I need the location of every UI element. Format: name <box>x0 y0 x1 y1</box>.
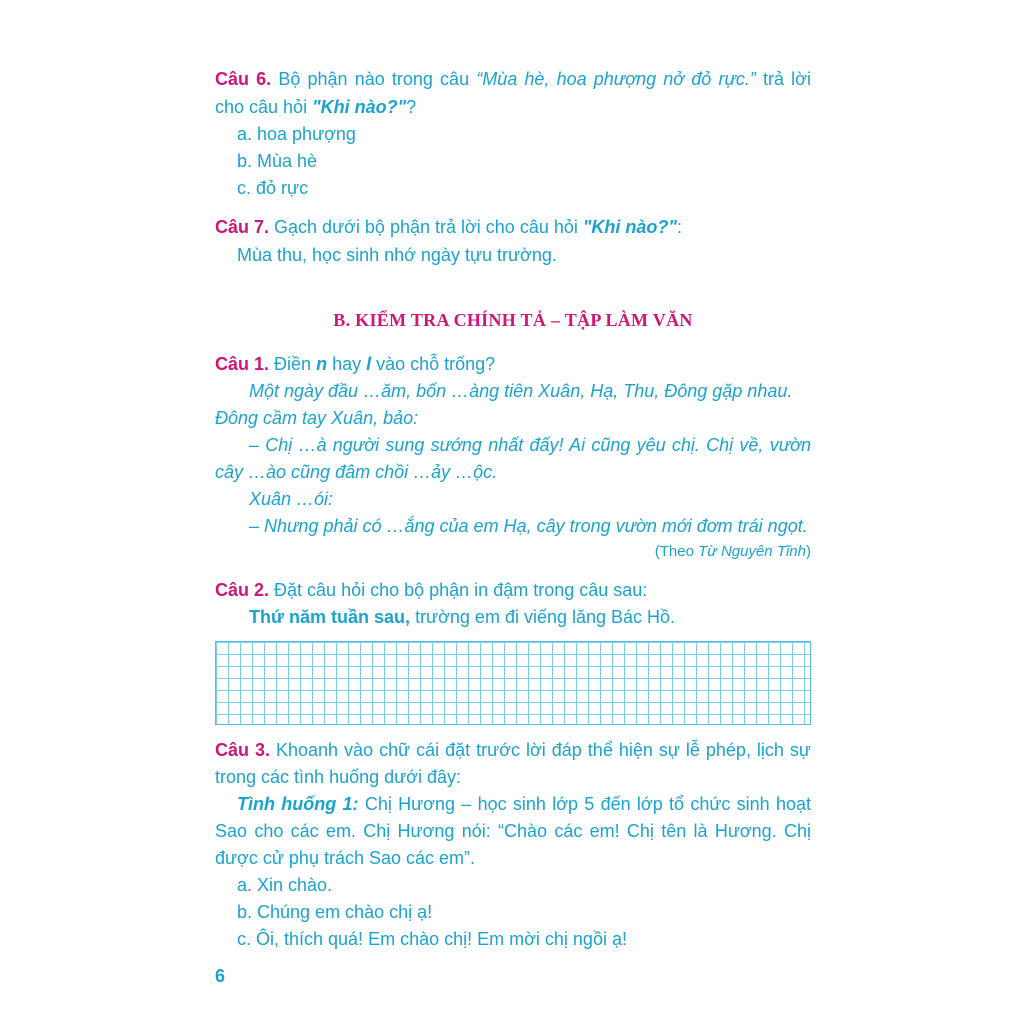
q6-line1 <box>215 68 811 90</box>
q6-quote: “Mùa hè, hoa phượng nở đỏ rực.” <box>476 69 756 89</box>
q6-text-a: Bộ phận nào trong câu <box>271 69 477 89</box>
b1-source-author: Từ Nguyên Tĩnh <box>698 543 806 560</box>
b3-sit-text1: Chị Hương – học sinh lớp 5 đến lớp tổ chức sinh hoạt <box>358 794 812 814</box>
b3-situation-line1 <box>237 793 811 815</box>
b1-line1 <box>215 353 811 375</box>
b3-option-a[interactable]: a. Xin chào. <box>237 875 333 895</box>
b2-sentence <box>249 606 845 628</box>
q6-option-b: b. Mùa hè <box>237 151 318 171</box>
b1-source <box>215 541 811 563</box>
answer-grid[interactable] <box>215 641 811 725</box>
b1-passage-line: – Nhưng phải có …ắng của em Hạ, cây trong vườn mới đơm trái ngọt. <box>249 516 808 536</box>
b3-number: Câu 3. <box>215 740 271 760</box>
b2-line1 <box>215 579 811 601</box>
q7-sentence: Mùa thu, học sinh nhớ ngày tựu trường. <box>237 245 557 265</box>
b3-option-b[interactable]: b. Chúng em chào chị ạ! <box>237 902 433 922</box>
q6-option-c: c. đỏ rực <box>237 178 309 198</box>
q6-number: Câu 6. <box>215 69 272 89</box>
b2-rest: trường em đi viếng lăng Bác Hồ. <box>410 607 676 627</box>
b1-source-b: ) <box>806 543 811 560</box>
b3-option-c[interactable]: c. Ôi, thích quá! Em chào chị! Em mời chị ngồi ạ! <box>237 929 627 949</box>
b1-text-b: hay <box>327 354 367 374</box>
b1-letter-n: n <box>316 354 328 374</box>
q7-line1 <box>215 216 811 238</box>
b1-passage-line: cây …ào cũng đâm chồi …ảy …ộc. <box>215 462 498 482</box>
b1-passage-line: Một ngày đầu …ăm, bốn …àng tiên Xuân, Hạ, Thu, Đông gặp nhau. <box>249 381 793 401</box>
b2-number: Câu 2. <box>215 580 270 600</box>
b3-line2: trong các tình huống dưới đây: <box>215 767 462 787</box>
b1-letter-l: l <box>366 354 372 374</box>
q6-line2-a: cho câu hỏi <box>215 97 313 117</box>
b1-passage-line: – Chị …à người sung sướng nhất đấy! Ai cũng yêu chị. Chị về, vườn <box>249 435 811 455</box>
page-number: 6 <box>215 966 226 986</box>
q6-option-a: a. hoa phượng <box>237 124 356 144</box>
q6-line2 <box>215 96 811 118</box>
b1-text-a: Điền <box>269 354 317 374</box>
q6-line2-b: ? <box>406 97 417 117</box>
b3-text-line1: Khoanh vào chữ cái đặt trước lời đáp thể hiện sự lễ phép, lịch sự <box>270 740 811 760</box>
q7-khi-nao: "Khi nào?" <box>582 217 677 237</box>
q7-colon: : <box>676 217 682 237</box>
b1-number: Câu 1. <box>215 354 270 374</box>
section-b-title: B. KIỂM TRA CHÍNH TẢ – TẬP LÀM VĂN <box>333 310 693 330</box>
q6-text-b: trả lời <box>755 69 811 89</box>
b1-text-c: vào chỗ trống? <box>371 354 496 374</box>
q7-text: Gạch dưới bộ phận trả lời cho câu hỏi <box>269 217 583 237</box>
b1-passage-line: Xuân …ói: <box>249 489 334 509</box>
b1-passage-line: Đông cầm tay Xuân, bảo: <box>215 408 419 428</box>
b3-line1 <box>215 739 811 761</box>
b3-situation-line2: Sao cho các em. Chị Hương nói: “Chào các em! Chị tên là Hương. Chị <box>215 821 811 841</box>
b1-source-a: (Theo <box>654 543 699 560</box>
b3-situation-label: Tình huống 1: <box>237 794 359 814</box>
b2-text: Đặt câu hỏi cho bộ phận in đậm trong câu sau: <box>269 580 648 600</box>
b3-situation-line3: được cử phụ trách Sao các em”. <box>215 848 476 868</box>
q7-number: Câu 7. <box>215 217 270 237</box>
b2-bold-part: Thứ năm tuần sau, <box>249 607 411 627</box>
q6-khi-nao: "Khi nào?" <box>312 97 407 117</box>
